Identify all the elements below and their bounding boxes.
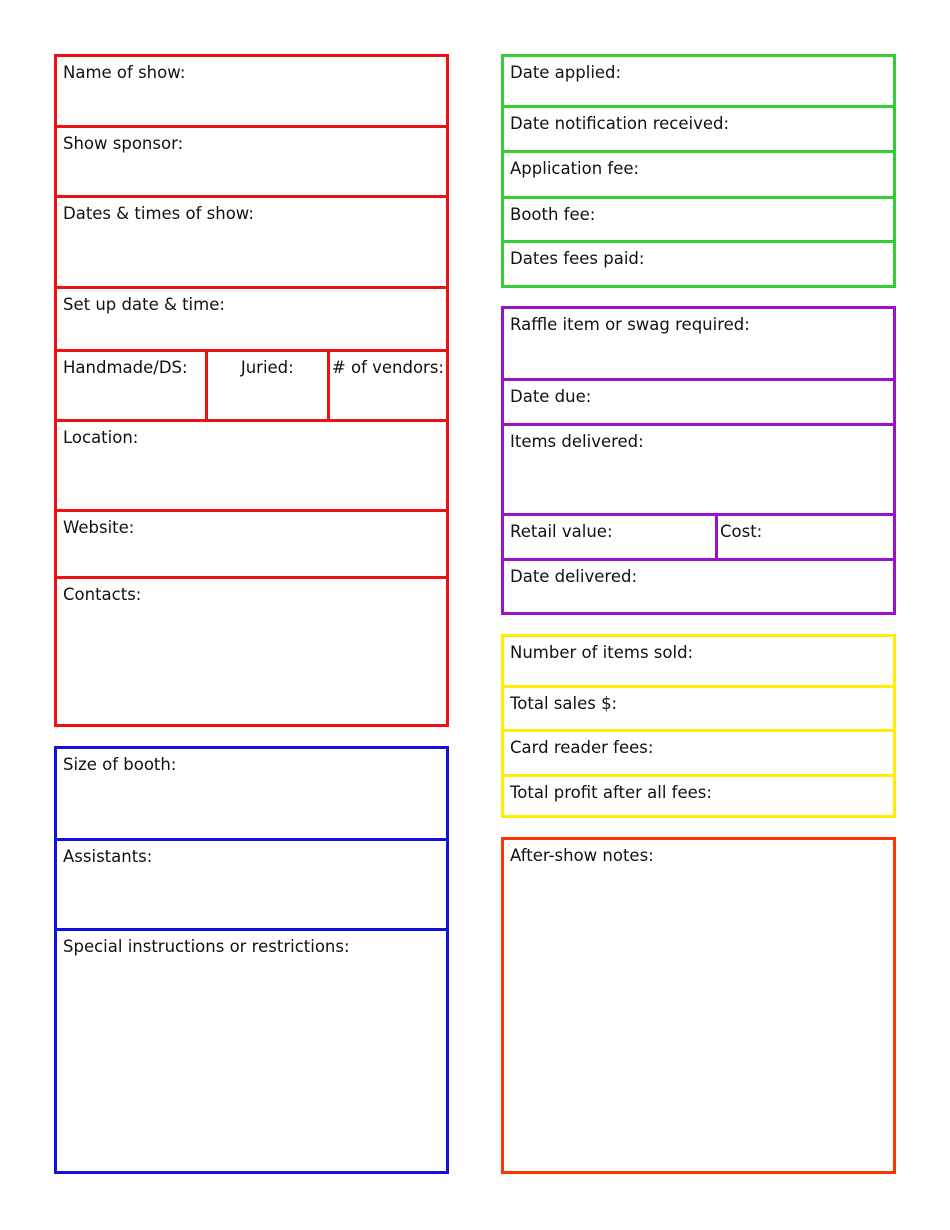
website-field[interactable] bbox=[57, 512, 446, 579]
after-show-notes-section bbox=[501, 837, 896, 1174]
location-label: Location: bbox=[63, 428, 139, 447]
show-sponsor-label: Show sponsor: bbox=[63, 134, 184, 153]
raffle-item-label: Raffle item or swag required: bbox=[510, 315, 750, 334]
booth-section bbox=[54, 746, 449, 1174]
date-notification-label: Date notification received: bbox=[510, 114, 730, 133]
show-sponsor-field[interactable] bbox=[57, 128, 446, 198]
num-vendors-field[interactable] bbox=[327, 352, 446, 419]
total-sales-label: Total sales $: bbox=[510, 694, 618, 713]
total-profit-label: Total profit after all fees: bbox=[510, 783, 712, 802]
date-delivered-field[interactable] bbox=[504, 561, 893, 612]
set-up-field[interactable] bbox=[57, 289, 446, 352]
value-cost-row bbox=[504, 516, 893, 561]
show-info-section bbox=[54, 54, 449, 727]
items-delivered-field[interactable] bbox=[504, 426, 893, 516]
size-of-booth-field[interactable] bbox=[57, 749, 446, 841]
name-of-show-label: Name of show: bbox=[63, 63, 186, 82]
size-of-booth-label: Size of booth: bbox=[63, 755, 177, 774]
handmade-ds-label: Handmade/DS: bbox=[63, 358, 188, 377]
juried-field[interactable] bbox=[205, 352, 327, 419]
dates-fees-paid-label: Dates fees paid: bbox=[510, 249, 645, 268]
card-reader-fees-label: Card reader fees: bbox=[510, 738, 654, 757]
date-applied-field[interactable] bbox=[504, 57, 893, 108]
booth-fee-label: Booth fee: bbox=[510, 205, 596, 224]
items-delivered-label: Items delivered: bbox=[510, 432, 644, 451]
assistants-label: Assistants: bbox=[63, 847, 153, 866]
application-section bbox=[501, 54, 896, 288]
special-instructions-field[interactable] bbox=[57, 931, 446, 1171]
after-show-notes-field[interactable] bbox=[504, 840, 893, 1171]
items-sold-field[interactable] bbox=[504, 637, 893, 688]
application-fee-field[interactable] bbox=[504, 153, 893, 199]
items-sold-label: Number of items sold: bbox=[510, 643, 694, 662]
date-delivered-label: Date delivered: bbox=[510, 567, 637, 586]
assistants-field[interactable] bbox=[57, 841, 446, 931]
name-of-show-field[interactable] bbox=[57, 57, 446, 128]
application-fee-label: Application fee: bbox=[510, 159, 640, 178]
vendor-details-row bbox=[57, 352, 446, 422]
dates-times-field[interactable] bbox=[57, 198, 446, 289]
dates-times-label: Dates & times of show: bbox=[63, 204, 254, 223]
website-label: Website: bbox=[63, 518, 135, 537]
booth-fee-field[interactable] bbox=[504, 199, 893, 243]
date-due-label: Date due: bbox=[510, 387, 592, 406]
card-reader-fees-field[interactable] bbox=[504, 732, 893, 777]
cost-label: Cost: bbox=[720, 522, 763, 541]
contacts-label: Contacts: bbox=[63, 585, 142, 604]
juried-label: Juried: bbox=[240, 358, 294, 377]
contacts-field[interactable] bbox=[57, 579, 446, 724]
date-notification-field[interactable] bbox=[504, 108, 893, 153]
handmade-ds-field[interactable] bbox=[57, 352, 205, 419]
dates-fees-paid-field[interactable] bbox=[504, 243, 893, 285]
set-up-label: Set up date & time: bbox=[63, 295, 225, 314]
location-field[interactable] bbox=[57, 422, 446, 512]
total-profit-field[interactable] bbox=[504, 777, 893, 815]
retail-value-label: Retail value: bbox=[510, 522, 613, 541]
cost-field[interactable] bbox=[715, 516, 893, 558]
sales-section bbox=[501, 634, 896, 818]
raffle-item-field[interactable] bbox=[504, 309, 893, 381]
after-show-notes-label: After-show notes: bbox=[510, 846, 654, 865]
date-due-field[interactable] bbox=[504, 381, 893, 426]
retail-value-field[interactable] bbox=[504, 516, 715, 558]
raffle-section bbox=[501, 306, 896, 615]
special-instructions-label: Special instructions or restrictions: bbox=[63, 937, 350, 956]
total-sales-field[interactable] bbox=[504, 688, 893, 732]
date-applied-label: Date applied: bbox=[510, 63, 622, 82]
num-vendors-label: # of vendors: bbox=[331, 358, 444, 377]
